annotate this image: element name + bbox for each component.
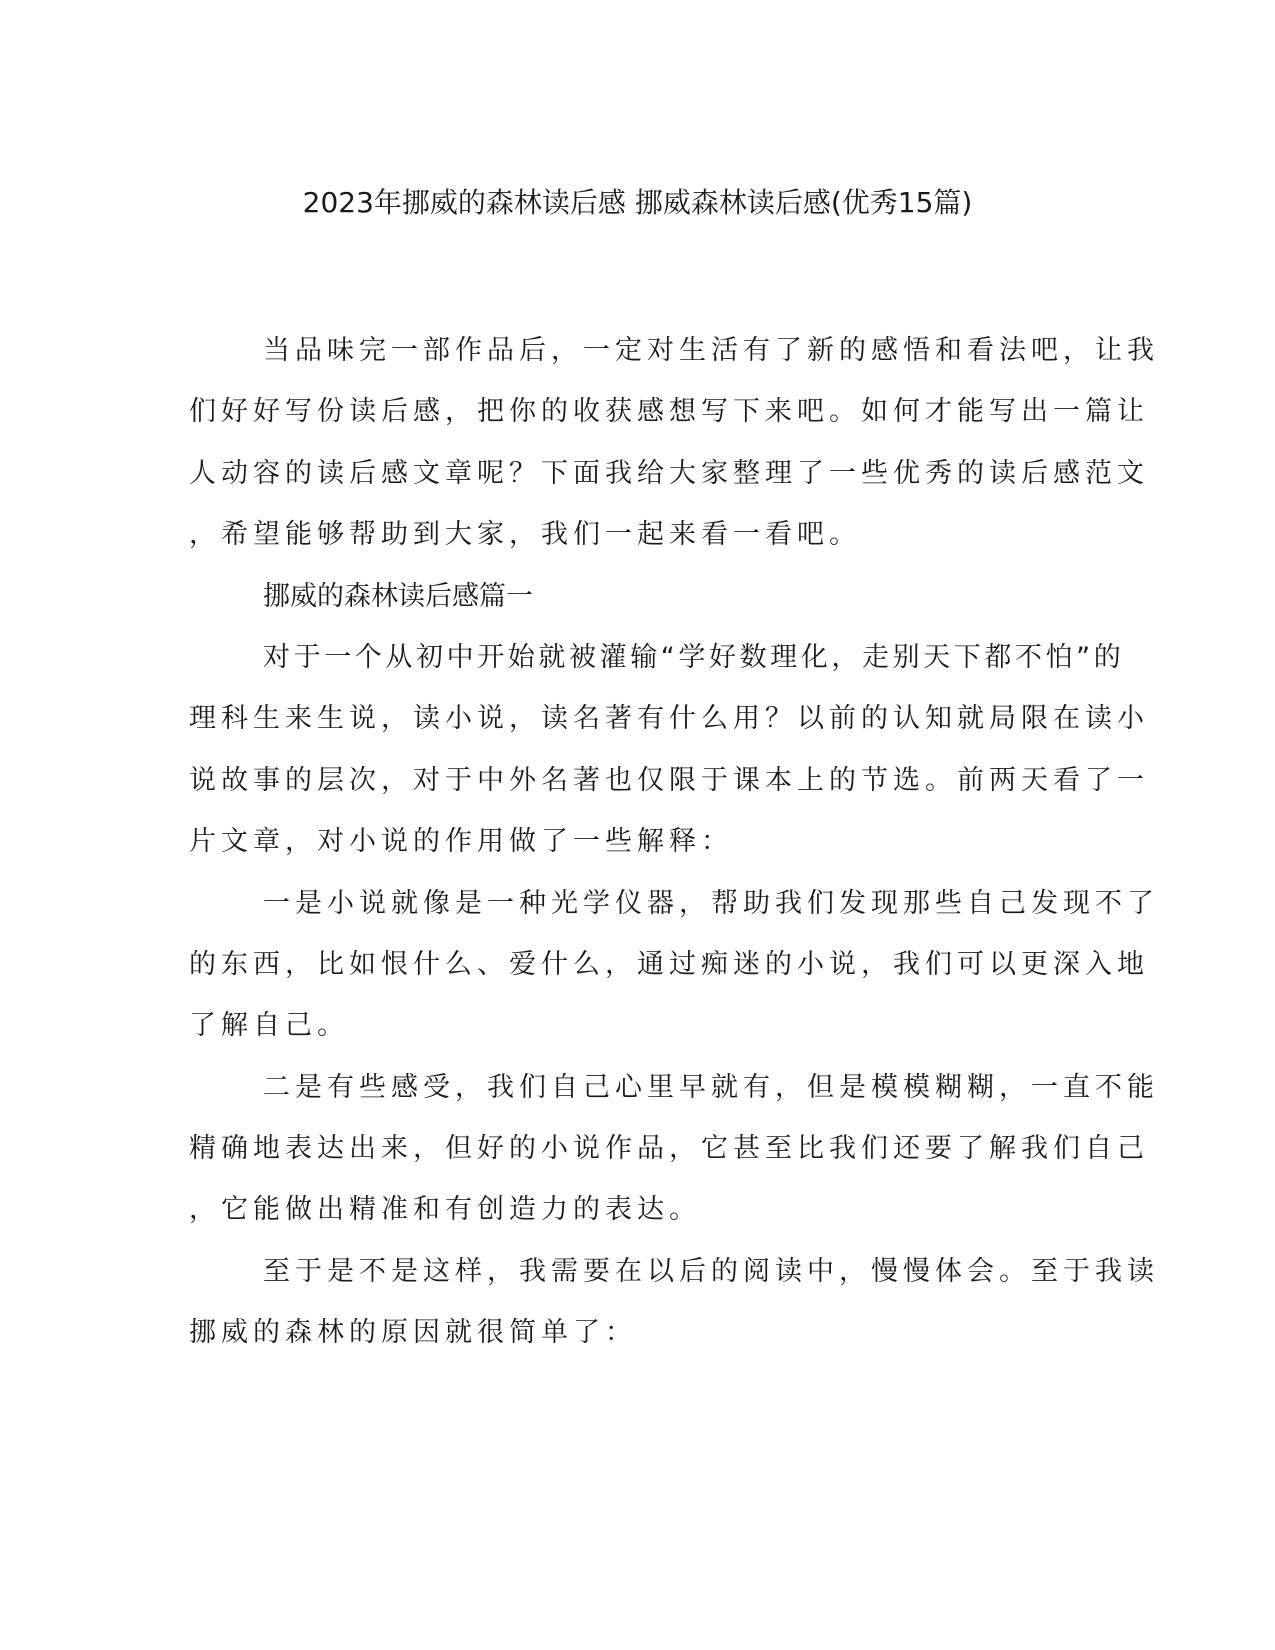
section-heading: 挪威的森林读后感篇一 — [263, 580, 533, 612]
paragraph-line: 至于是不是这样，我需要在以后的阅读中，慢慢体会。至于我读 — [263, 1255, 1159, 1287]
paragraph-line: 精确地表达出来，但好的小说作品，它甚至比我们还要了解我们自己 — [189, 1133, 1149, 1165]
paragraph-line: 了解自己。 — [189, 1010, 349, 1042]
paragraph-line: ，它能做出精准和有创造力的表达。 — [189, 1194, 701, 1226]
document-body — [189, 327, 1159, 1371]
paragraph-line: 挪威的森林的原因就很简单了： — [189, 1317, 637, 1349]
document-title: 2023年挪威的森林读后感 挪威森林读后感(优秀15篇) — [302, 186, 973, 219]
paragraph-line: 二是有些感受，我们自己心里早就有，但是模模糊糊，一直不能 — [263, 1071, 1159, 1103]
paragraph-line: 对于一个从初中开始就被灌输“学好数理化，走别天下都不怕”的 — [263, 641, 1125, 673]
paragraph-line: 一是小说就像是一种光学仪器，帮助我们发现那些自己发现不了 — [263, 887, 1159, 919]
paragraph-line: 片文章，对小说的作用做了一些解释： — [189, 826, 733, 858]
paragraph-line: 的东西，比如恨什么、爱什么，通过痴迷的小说，我们可以更深入地 — [189, 948, 1149, 980]
paragraph-line: 人动容的读后感文章呢？下面我给大家整理了一些优秀的读后感范文 — [189, 457, 1149, 489]
paragraph-line: 们好好写份读后感，把你的收获感想写下来吧。如何才能写出一篇让 — [189, 396, 1149, 428]
paragraph-line: 当品味完一部作品后，一定对生活有了新的感悟和看法吧，让我 — [263, 335, 1159, 366]
paragraph-line: ，希望能够帮助到大家，我们一起来看一看吧。 — [189, 519, 861, 551]
paragraph-line: 理科生来生说，读小说，读名著有什么用？以前的认知就局限在读小 — [189, 703, 1149, 735]
paragraph-line: 说故事的层次，对于中外名著也仅限于课本上的节选。前两天看了一 — [189, 764, 1149, 796]
